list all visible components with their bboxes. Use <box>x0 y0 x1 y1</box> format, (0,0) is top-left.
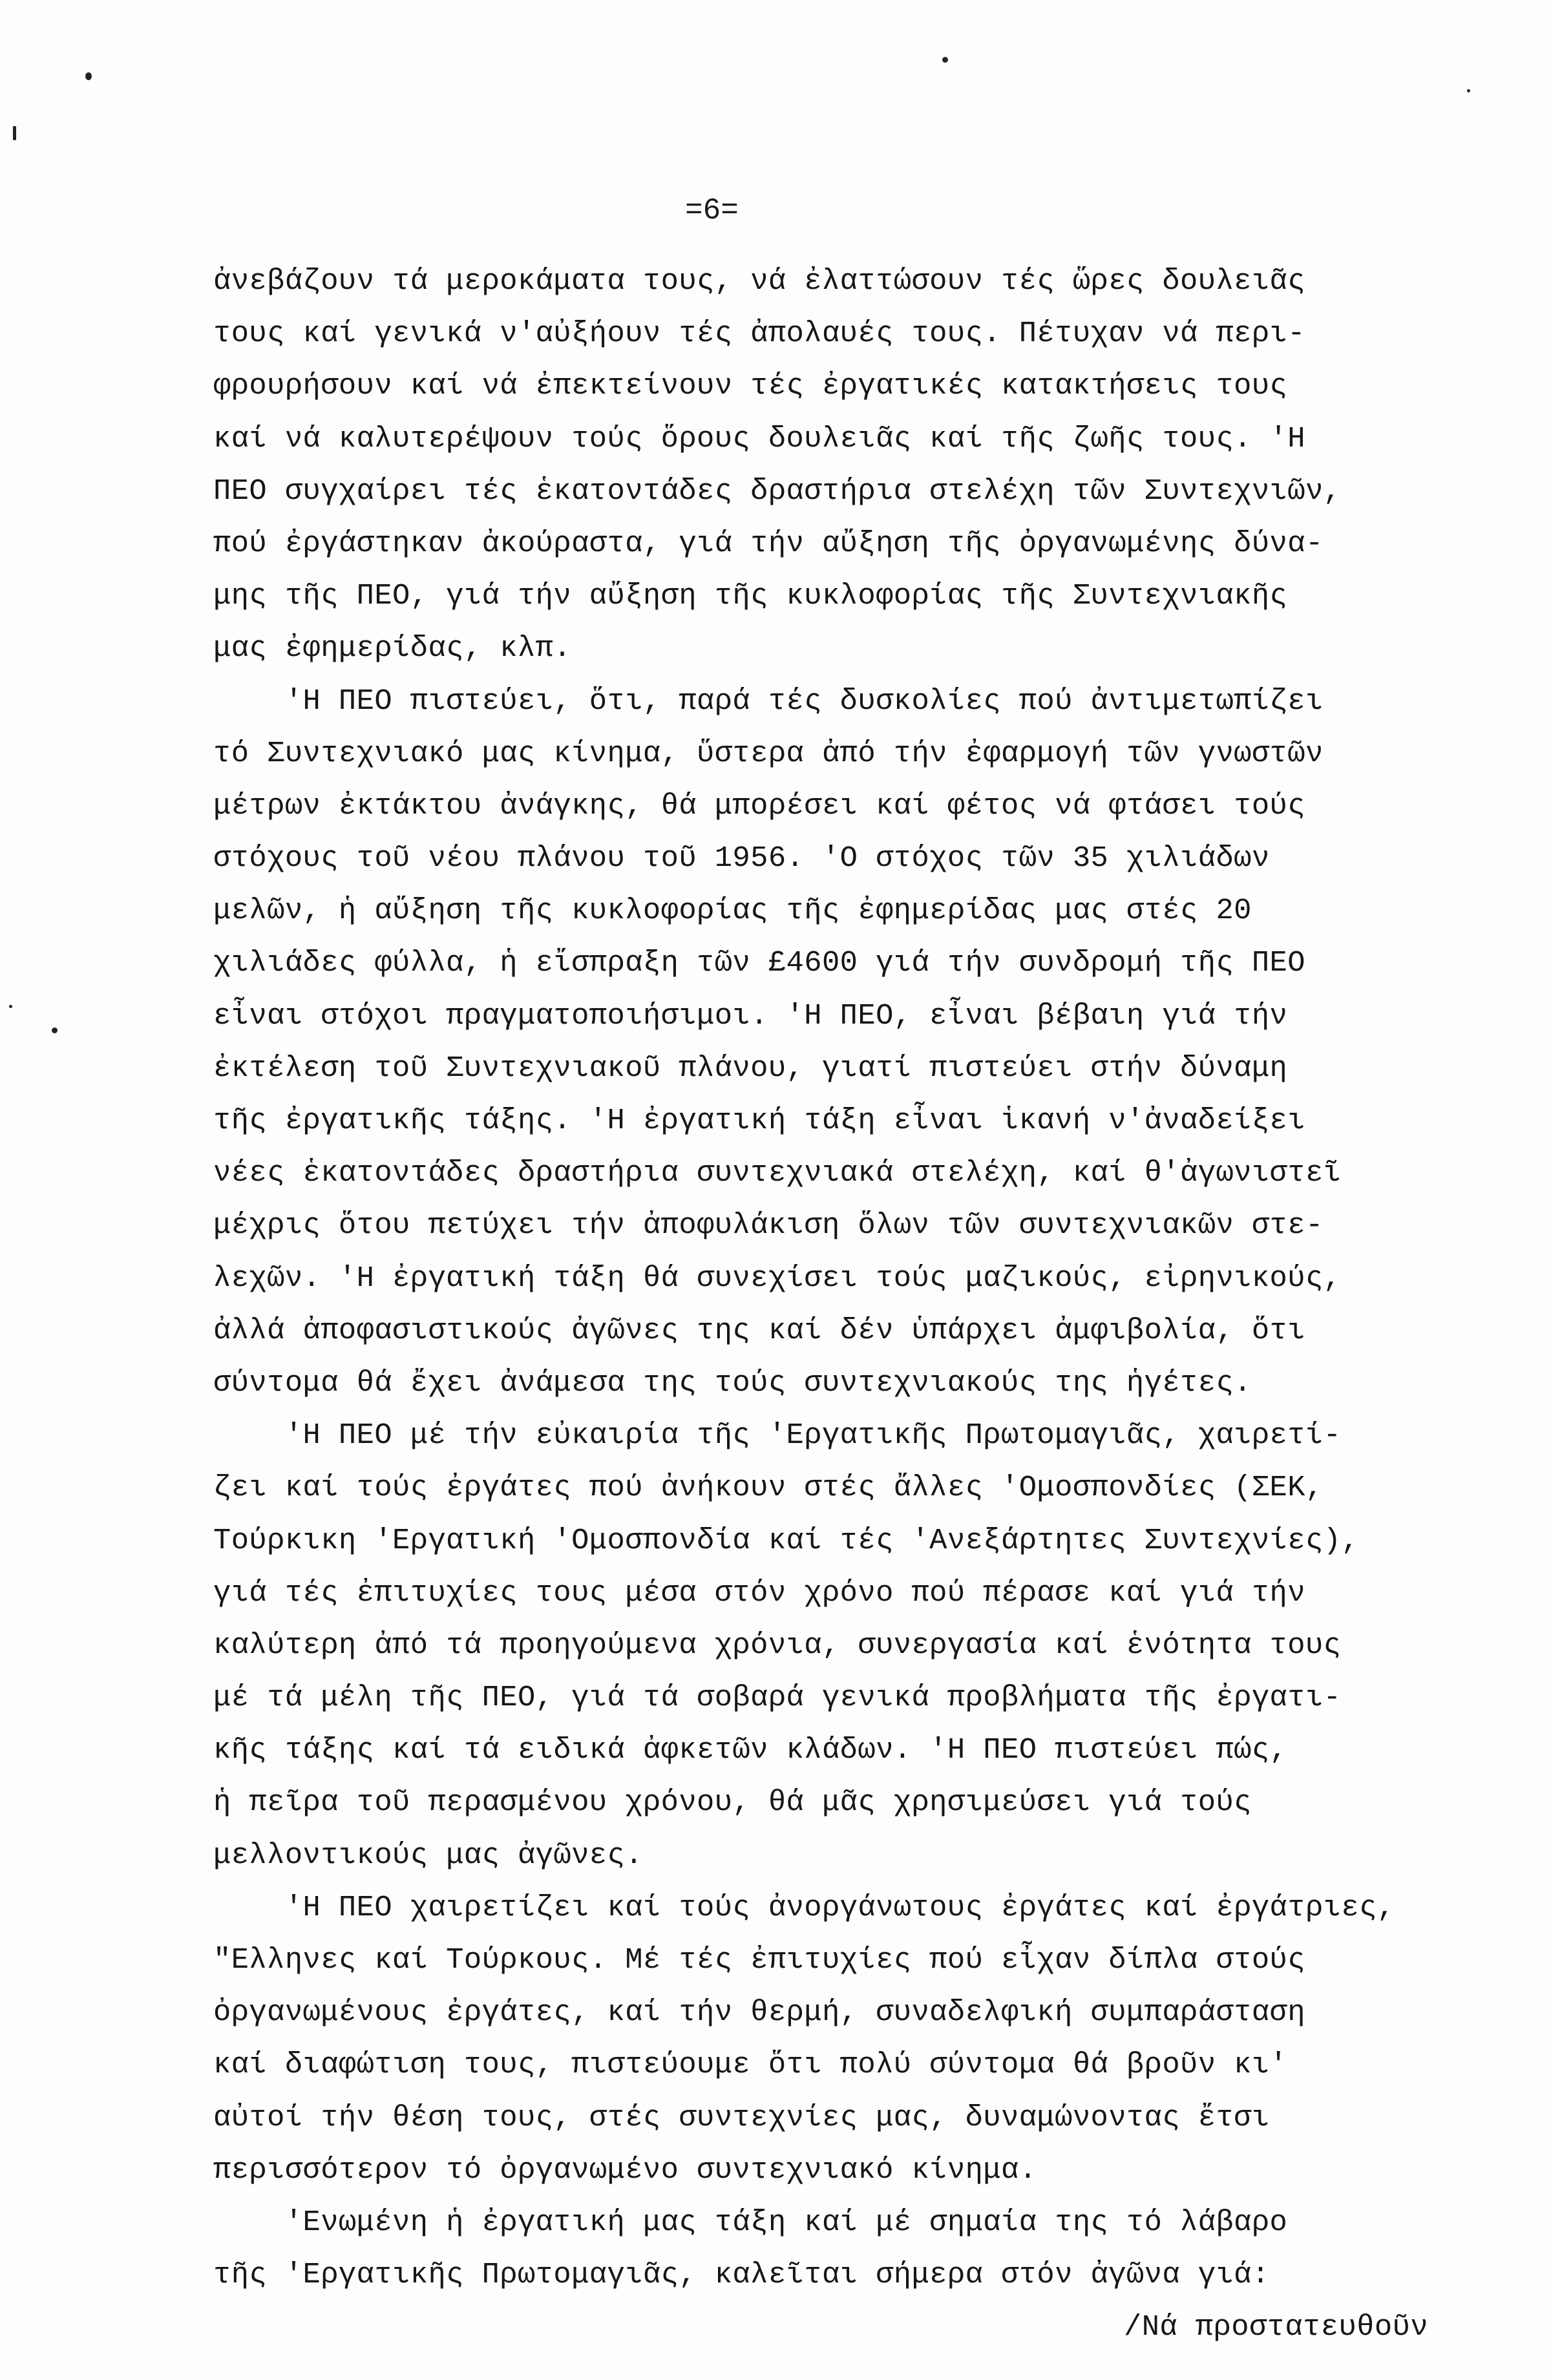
text-line: 'Η ΠΕΟ μέ τήν εὐκαιρία τῆς 'Εργατικῆς Πρωτομαγιᾶς, χαιρετί- <box>213 1418 1342 1453</box>
text-line: ΠΕΟ συγχαίρει τές ἑκατοντάδες δραστήρια στελέχη τῶν Συντεχνιῶν, <box>213 474 1342 508</box>
text-line: μέ τά μέλη τῆς ΠΕΟ, γιά τά σοβαρά γενικά προβλήματα τῆς ἐργατι- <box>213 1681 1342 1715</box>
text-line: μέτρων ἐκτάκτου ἀνάγκης, θά μπορέσει καί φέτος νά φτάσει τούς <box>213 788 1305 823</box>
text-line: Τούρκικη 'Εργατική 'Ομοσπονδία καί τές 'Ανεξάρτητες Συντεχνίες), <box>213 1523 1360 1557</box>
text-line: καλύτερη ἀπό τά προηγούμενα χρόνια, συνεργασία καί ἑνότητα τους <box>213 1628 1342 1662</box>
ink-speck <box>13 126 16 140</box>
text-line: 'Η ΠΕΟ πιστεύει, ὅτι, παρά τές δυσκολίες πού ἀντιμετωπίζει <box>213 684 1324 718</box>
text-line: πού ἐργάστηκαν ἀκούραστα, γιά τήν αὔξηση τῆς ὀργανωμένης δύνα- <box>213 526 1324 560</box>
text-line: ἀλλά ἀποφασιστικούς ἀγῶνες της καί δέν ὑπάρχει ἀμφιβολία, ὅτι <box>213 1313 1305 1347</box>
text-line: λεχῶν. 'Η ἐργατική τάξη θά συνεχίσει τούς μαζικούς, εἰρηνικούς, <box>213 1261 1342 1295</box>
ink-speck <box>942 57 948 63</box>
body-text <box>213 255 1441 2354</box>
text-line: φρουρήσουν καί νά ἐπεκτείνουν τές ἐργατικές κατακτήσεις τους <box>213 369 1288 403</box>
text-line: αὐτοί τήν θέση τους, στές συντεχνίες μας, δυναμώνοντας ἔτσι <box>213 2100 1270 2134</box>
text-line: περισσότερον τό ὀργανωμένο συντεχνιακό κίνημα. <box>213 2153 1037 2187</box>
text-line: γιά τές ἐπιτυχίες τους μέσα στόν χρόνο πού πέρασε καί γιά τήν <box>213 1575 1305 1610</box>
ink-speck <box>9 1005 12 1008</box>
text-line: ἐκτέλεση τοῦ Συντεχνιακοῦ πλάνου, γιατί πιστεύει στήν δύναμη <box>213 1051 1288 1085</box>
text-line: 'Ενωμένη ἡ ἐργατική μας τάξη καί μέ σημαία της τό λάβαρο <box>213 2205 1288 2239</box>
text-line: καί νά καλυτερέψουν τούς ὅρους δουλειᾶς καί τῆς ζωῆς τους. 'Η <box>213 421 1305 456</box>
text-line: μελῶν, ἡ αὔξηση τῆς κυκλοφορίας τῆς ἐφημερίδας μας στές 20 <box>213 894 1252 928</box>
text-line: σύντομα θά ἔχει ἀνάμεσα της τούς συντεχνιακούς της ἡγέτες. <box>213 1365 1252 1400</box>
ink-speck <box>85 72 92 80</box>
text-line: τῆς 'Εργατικῆς Πρωτομαγιᾶς, καλεῖται σήμερα στόν ἀγῶνα γιά: <box>213 2258 1270 2292</box>
text-line: νέες ἑκατοντάδες δραστήρια συντεχνιακά στελέχη, καί θ'ἀγωνιστεῖ <box>213 1156 1342 1190</box>
text-line: μας ἐφημερίδας, κλπ. <box>213 631 572 666</box>
text-line: "Ελληνες καί Τούρκους. Μέ τές ἐπιτυχίες πού εἶχαν δίπλα στούς <box>213 1943 1305 1977</box>
text-line: ἡ πεῖρα τοῦ περασμένου χρόνου, θά μᾶς χρησιμεύσει γιά τούς <box>213 1785 1252 1820</box>
text-line: ζει καί τούς ἐργάτες πού ἀνήκουν στές ἄλλες 'Ομοσπονδίες (ΣΕΚ, <box>213 1471 1324 1505</box>
text-line: τό Συντεχνιακό μας κίνημα, ὕστερα ἀπό τήν ἐφαρμογή τῶν γνωστῶν <box>213 736 1324 770</box>
text-line: τους καί γενικά ν'αὐξήουν τές ἀπολαυές τους. Πέτυχαν νά περι- <box>213 317 1305 351</box>
text-line: μέχρις ὅτου πετύχει τήν ἀποφυλάκιση ὅλων τῶν συντεχνιακῶν στε- <box>213 1208 1324 1243</box>
text-line: στόχους τοῦ νέου πλάνου τοῦ 1956. 'Ο στόχος τῶν 35 χιλιάδων <box>213 841 1270 876</box>
text-line: μελλοντικούς μας ἀγῶνες. <box>213 1838 643 1872</box>
ink-speck <box>52 1027 58 1033</box>
text-line: ὀργανωμένους ἐργάτες, καί τήν θερμή, συναδελφική συμπαράσταση <box>213 1996 1305 2030</box>
text-line: χιλιάδες φύλλα, ἡ εἴσπραξη τῶν £4600 γιά τήν συνδρομή τῆς ΠΕΟ <box>213 946 1305 980</box>
text-line: 'Η ΠΕΟ χαιρετίζει καί τούς ἀνοργάνωτους ἐργάτες καί ἐργάτριες, <box>213 1890 1395 1924</box>
text-line: ἀνεβάζουν τά μεροκάματα τους, νά ἐλαττώσουν τές ὥρες δουλειᾶς <box>213 264 1305 298</box>
ink-speck <box>1467 89 1470 92</box>
text-line: μης τῆς ΠΕΟ, γιά τήν αὔξηση τῆς κυκλοφορίας τῆς Συντεχνιακῆς <box>213 579 1288 613</box>
text-line: κῆς τάξης καί τά ειδικά ἀφκετῶν κλάδων. 'Η ΠΕΟ πιστεύει πώς, <box>213 1733 1288 1767</box>
text-line: τῆς ἐργατικῆς τάξης. 'Η ἐργατική τάξη εἶναι ἱκανή ν'ἀναδείξει <box>213 1104 1305 1137</box>
page-number: =6= <box>685 194 739 227</box>
catchword: /Νά προστατευθοῦν <box>1124 2310 1428 2344</box>
text-line: εἶναι στόχοι πραγματοποιήσιμοι. 'Η ΠΕΟ, εἶναι βέβαιη γιά τήν <box>213 998 1288 1033</box>
text-line: καί διαφώτιση τους, πιστεύουμε ὅτι πολύ σύντομα θά βροῦν κι' <box>213 2048 1288 2082</box>
